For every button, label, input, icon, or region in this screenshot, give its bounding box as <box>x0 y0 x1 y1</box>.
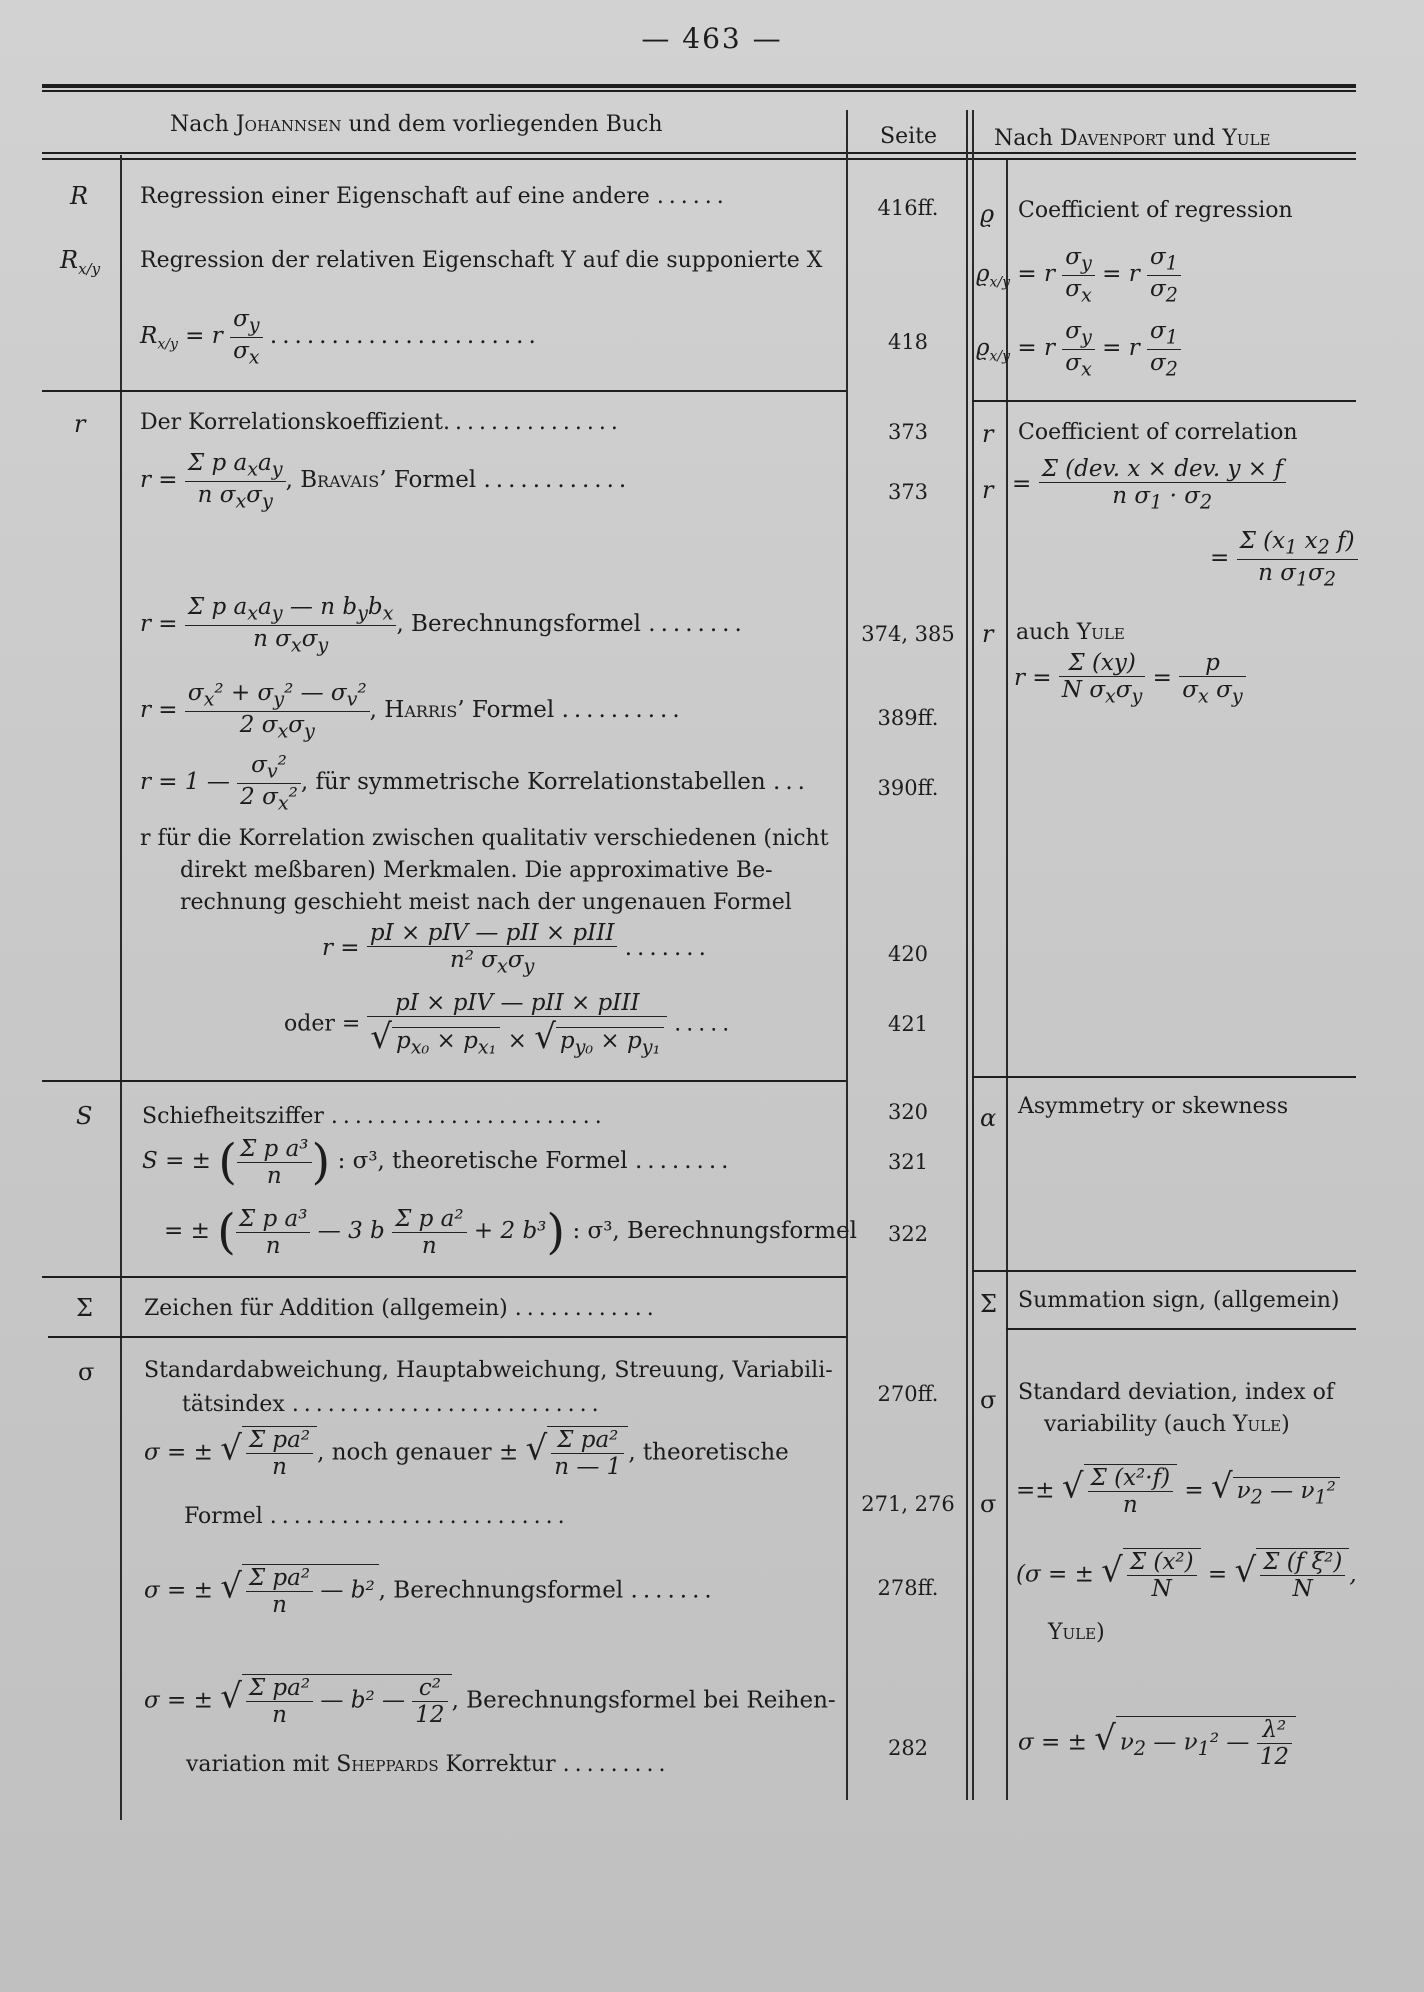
right-symbol-sigma-2: σ <box>980 1490 997 1518</box>
page-373-a: 373 <box>887 420 929 444</box>
qualitative-formula-2: oder = $\frac{\text{pI × pIV — pII × pIII}}{√ p_{x_0} \times p_{x_1} \times √ p_{y_0} \times p_{y_1}}$ ..... <box>284 990 735 1059</box>
page-418: 418 <box>887 330 929 354</box>
right-yule-formula: r = $\frac{\Sigma (xy)}{N \sigma_x\sigma_y}$ = $\frac{p}{\sigma_x \sigma_y}$ <box>1014 650 1246 708</box>
standard-title-2: tätsindex .......................... <box>182 1392 604 1417</box>
page-322: 322 <box>887 1222 929 1246</box>
right-std-label-1: Standard deviation, index of <box>1018 1380 1335 1405</box>
top-rule-thin <box>42 90 1356 92</box>
sigma-berechnung: σ = ± √ $\frac{\text{Σ pa²}}{n}$ — b² , Berechnungsformel ....... <box>144 1565 717 1618</box>
right-symbol-r-1: r <box>982 420 994 448</box>
row-rule-R <box>42 390 846 392</box>
symmetric-formula: r = 1 — $\frac{\sigma_v^2}{2 \sigma_x^2}$ , für symmetrische Korrelationstabellen ... <box>140 752 810 815</box>
harris-formula: r = $\frac{\sigma_x^2 + \sigma_y^2 — \sigma_v^2}{2 \sigma_x\sigma_y}$ , Harris’ Formel .......... <box>140 680 685 743</box>
page-282: 282 <box>887 1736 929 1760</box>
row-rule-r-right <box>972 1076 1356 1078</box>
page-278: 278ff. <box>877 1576 939 1600</box>
qualitative-line-2: direkt meßbaren) Merkmalen. Die approximative Be- <box>180 858 773 883</box>
symbol-sigma: σ <box>78 1358 95 1386</box>
col-divider-seite-right2 <box>972 110 974 1800</box>
page-416: 416ff. <box>877 196 939 220</box>
right-symbol-sigma-1: σ <box>980 1386 997 1414</box>
right-regression-formula-1: $ϱ_{x/y} = r$ $\frac{\sigma_y}{\sigma_x}$ = r $\frac{\sigma_1}{\sigma_2}$ <box>976 244 1181 306</box>
symbol-Sigma: Σ <box>76 1294 93 1322</box>
page-421: 421 <box>887 1012 929 1036</box>
korrelation-title: Der Korrelationskoeffizient............... <box>140 410 623 435</box>
right-regression-formula-2: $ϱ_{x/y} = r$ $\frac{\sigma_y}{\sigma_x}$ = r $\frac{\sigma_1}{\sigma_2}$ <box>976 318 1181 380</box>
right-symbol-r-3: r <box>982 620 994 648</box>
page-270: 270ff. <box>877 1382 939 1406</box>
right-symbol-Sigma: Σ <box>980 1290 997 1318</box>
relative-regression-line: Regression der relativen Eigenschaft Y auf die supponierte X <box>140 248 823 273</box>
schiefheit-berechnung: = ± ( $\frac{\text{Σ p a³}}{n}$ — 3 b $\frac{\text{Σ p a²}}{n}$ + 2 b³) : σ³, Berechnungsformel <box>164 1204 857 1260</box>
page-271-276: 271, 276 <box>861 1492 955 1516</box>
qualitative-line-1: r für die Korrelation zwischen qualitativ verschiedenen (nicht <box>140 826 829 851</box>
right-regression-label: Coefficient of regression <box>1018 198 1293 223</box>
bravais-formula: r = $\frac{\Sigma p a_xa_y}{n \sigma_x\sigma_y}$ , Bravais’ Formel ............ <box>140 450 632 513</box>
sigma-theoretisch: σ = ± √ $\frac{\text{Σ pa²}}{n}$ , noch genauer ± √ $\frac{\text{Σ pa²}}{n — 1}$ , theoretische <box>144 1427 789 1480</box>
sigma-reihen-2: variation mit Sheppards Korrektur ......... <box>186 1752 671 1777</box>
right-correlation-formula-1: = $\frac{\text{Σ (dev. x × dev. y × f}}{n \sigma_1 \cdot \sigma_2}$ <box>1012 456 1286 514</box>
regression-line: Regression einer Eigenschaft auf eine andere ...... <box>140 184 729 209</box>
row-rule-R-right <box>972 400 1356 402</box>
schiefheit-title: Schiefheitsziffer ....................... <box>142 1104 607 1129</box>
right-symbol-rho: ϱ <box>980 200 995 228</box>
right-std-formula-1: =± √ $\frac{\text{Σ (x²·f)}}{n}$ = √ $\nu_2$ — $\nu_1^2$ <box>1016 1464 1340 1518</box>
right-std-yule: Yule) <box>1048 1620 1105 1645</box>
row-rule-Sigma <box>48 1336 846 1338</box>
qualitative-line-3: rechnung geschieht meist nach der ungenauen Formel <box>180 890 792 915</box>
page-373-b: 373 <box>887 480 929 504</box>
right-auch-yule: auch Yule <box>1016 620 1125 645</box>
header-rule-2 <box>42 158 1356 160</box>
header-seite: Seite <box>880 124 937 149</box>
page-320: 320 <box>887 1100 929 1124</box>
page-420: 420 <box>887 942 929 966</box>
symbol-r: r <box>74 410 86 438</box>
page-389: 389ff. <box>877 706 939 730</box>
right-correlation-formula-2: = $\frac{\Sigma (x_1 x_2 f)}{n \sigma_1\sigma_2}$ <box>1210 528 1358 590</box>
header-left: Nach Johannsen und dem vorliegenden Buch <box>170 112 663 137</box>
right-symbol-alpha: α <box>980 1104 997 1132</box>
right-std-formula-3: σ = ± √ $\nu_2$ — $\nu_1^2$ — $\frac{\text{λ²}}{12}$ <box>1018 1716 1296 1770</box>
page-390: 390ff. <box>877 776 939 800</box>
symbol-R: R <box>70 182 89 210</box>
col-divider-symbol <box>120 155 122 1820</box>
schiefheit-theoretisch: S = ± ( $\frac{\text{Σ p a³}}{n}$ ) : σ³, theoretische Formel ........ <box>142 1134 734 1190</box>
addition-title: Zeichen für Addition (allgemein) ............ <box>144 1296 659 1321</box>
sigma-formel: Formel ......................... <box>184 1504 570 1529</box>
right-std-label-2: variability (auch Yule) <box>1044 1412 1290 1437</box>
right-std-formula-2: (σ = ± √ $\frac{\text{Σ (x²)}}{N}$ = √ $\frac{\text{Σ (f ξ²)}}{N}$ , <box>1016 1549 1357 1602</box>
standard-title-1: Standardabweichung, Hauptabweichung, Streuung, Variabili- <box>144 1358 833 1383</box>
row-rule-Sigma-right <box>1006 1328 1356 1330</box>
top-rule <box>42 84 1356 88</box>
row-rule-S-right <box>972 1270 1356 1272</box>
page-321: 321 <box>887 1150 929 1174</box>
berechnung-formula: r = $\frac{\Sigma p a_xa_y — n b_yb_x}{n \sigma_x\sigma_y}$ , Berechnungsformel ........ <box>140 594 747 657</box>
right-skewness-label: Asymmetry or skewness <box>1018 1094 1289 1119</box>
page-374-385: 374, 385 <box>861 622 955 646</box>
right-summation-label: Summation sign, (allgemein) <box>1018 1288 1340 1313</box>
row-rule-r <box>42 1080 846 1082</box>
right-correlation-label: Coefficient of correlation <box>1018 420 1298 445</box>
regression-formula: $R_{x/y} = r$ $\frac{\sigma_y}{\sigma_x}$ ...................... <box>140 306 541 369</box>
sigma-reihen: σ = ± √ $\frac{\text{Σ pa²}}{n}$ — b² — $\frac{\text{c²}}{12}$ , Berechnungsformel bei Reihen- <box>144 1675 836 1728</box>
qualitative-formula-1: r = $\frac{\text{pI × pIV — pII × pIII}}{n^2 \sigma_x\sigma_y}$ ....... <box>322 920 711 978</box>
page-number: — 463 — <box>641 22 783 55</box>
right-symbol-r-2: r <box>982 476 994 504</box>
row-rule-S <box>42 1276 846 1278</box>
header-rule <box>42 152 1356 154</box>
header-right: Nach Davenport und Yule <box>994 126 1271 151</box>
col-divider-right-symbol <box>1006 160 1008 1800</box>
symbol-Rxy: $R_{x/y}$ <box>60 246 101 278</box>
symbol-S: S <box>76 1102 93 1130</box>
